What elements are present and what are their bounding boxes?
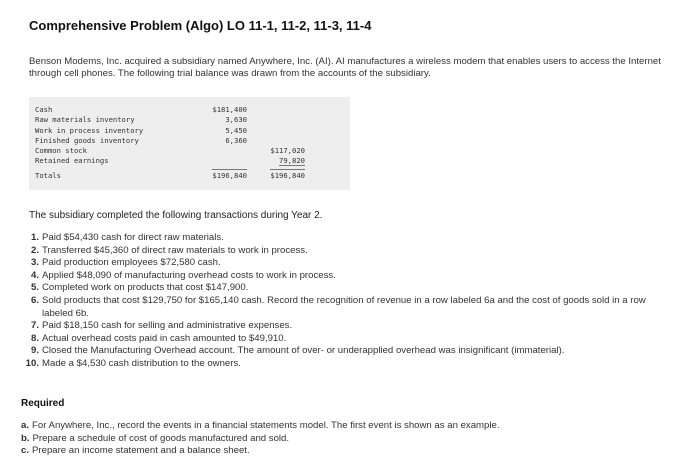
credit-value: [247, 115, 305, 125]
item-letter: c.: [21, 445, 30, 457]
account-name: Common stock: [35, 146, 87, 156]
debit-value: $181,400: [212, 105, 247, 114]
table-row: [35, 136, 305, 146]
list-item: [21, 433, 681, 446]
item-number: 6.: [30, 294, 39, 306]
transactions-lead: The subsidiary completed the following transactions during Year 2.: [29, 210, 323, 221]
item-number: 1.: [30, 232, 39, 243]
item-number: 2.: [30, 244, 39, 256]
credit-value-text: 79,820: [279, 156, 305, 166]
required-list: [21, 420, 681, 458]
list-item: [29, 257, 679, 270]
debit-value: 6,360: [225, 135, 247, 145]
item-number: 4.: [30, 269, 39, 281]
item-number: 5.: [30, 282, 39, 294]
item-text: Made a $4,530 cash distribution to the owners.: [42, 357, 241, 369]
account-name: Finished goods inventory: [35, 135, 139, 145]
table-row: [35, 105, 305, 115]
trial-balance: [29, 97, 350, 190]
debit-total-text: $196,840: [212, 170, 247, 180]
item-text: Prepare a schedule of cost of goods manufactured and sold.: [32, 432, 290, 444]
item-number: 7.: [30, 320, 39, 332]
account-name: Totals: [35, 170, 61, 180]
problem-title: Comprehensive Problem (Algo) LO 11-1, 11-2, 11-3, 11-4: [29, 18, 372, 33]
totals-row: [35, 167, 305, 182]
item-text: Sold products that cost $129,750 for $165,140 cash. Record the recognition of revenue in a row labeled 6a and the cost of goods sold in a row labeled 6b.: [42, 294, 646, 319]
item-number: 3.: [30, 257, 39, 269]
item-text: Applied $48,090 of manufacturing overhead costs to work in process.: [42, 269, 336, 281]
debit-total: [197, 167, 247, 182]
transactions-list: [25, 232, 679, 371]
list-item: [29, 345, 679, 358]
account-name: Cash: [35, 105, 53, 114]
item-number: 8.: [30, 332, 39, 344]
account-name: Work in process inventory: [35, 125, 144, 135]
list-item: [29, 320, 679, 333]
credit-total-text: $196,840: [270, 170, 305, 180]
item-letter: b.: [21, 432, 30, 444]
item-text: Paid $18,150 cash for selling and administrative expenses.: [42, 320, 293, 332]
list-item: [21, 445, 681, 458]
item-text: Actual overhead costs paid in cash amounted to $49,910.: [42, 332, 287, 344]
table-row: [35, 115, 305, 125]
item-text: Paid production employees $72,580 cash.: [42, 257, 221, 269]
debit-value: [197, 156, 247, 166]
item-number: 9.: [30, 345, 39, 357]
item-text: Closed the Manufacturing Overhead account. The amount of over- or underapplied overhead was insignificant (immaterial).: [42, 345, 565, 357]
credit-value: $117,020: [270, 146, 305, 156]
credit-value: [247, 136, 305, 146]
table-row: [35, 146, 305, 156]
debit-value: 5,450: [225, 125, 247, 135]
account-name: Raw materials inventory: [35, 115, 135, 125]
item-letter: a.: [21, 420, 30, 431]
required-heading: Required: [21, 398, 65, 409]
item-text: Prepare an income statement and a balance sheet.: [32, 445, 250, 457]
list-item: [29, 295, 679, 320]
credit-total: [247, 167, 305, 182]
list-item: [29, 270, 679, 283]
list-item: [29, 282, 679, 295]
item-text: Transferred $45,360 of direct raw materials to work in process.: [42, 244, 308, 256]
list-item: [19, 358, 679, 371]
trial-balance-table: [35, 105, 305, 182]
list-item: [21, 420, 681, 433]
account-name: Retained earnings: [35, 156, 109, 166]
table-row: [35, 126, 305, 136]
list-item: [29, 232, 679, 245]
credit-value: [247, 105, 305, 115]
debit-value: 3,630: [225, 115, 247, 125]
debit-value: [197, 146, 247, 156]
list-item: [29, 245, 679, 258]
item-number: 10.: [25, 357, 39, 369]
item-text: Completed work on products that cost $147,900.: [42, 282, 249, 294]
list-item: [29, 333, 679, 346]
table-row: [35, 156, 305, 166]
credit-value: [247, 156, 305, 166]
item-text: For Anywhere, Inc., record the events in a financial statements model. The first event is shown as an example.: [32, 420, 500, 431]
problem-intro: Benson Modems, Inc. acquired a subsidiary named Anywhere, Inc. (AI). AI manufactures a wireless modem that enables users to access the Internet through cell phones. The following trial balance was drawn from the accounts of the subsidiary.: [29, 56, 661, 79]
item-text: Paid $54,430 cash for direct raw materials.: [42, 232, 224, 243]
credit-value: [247, 126, 305, 136]
